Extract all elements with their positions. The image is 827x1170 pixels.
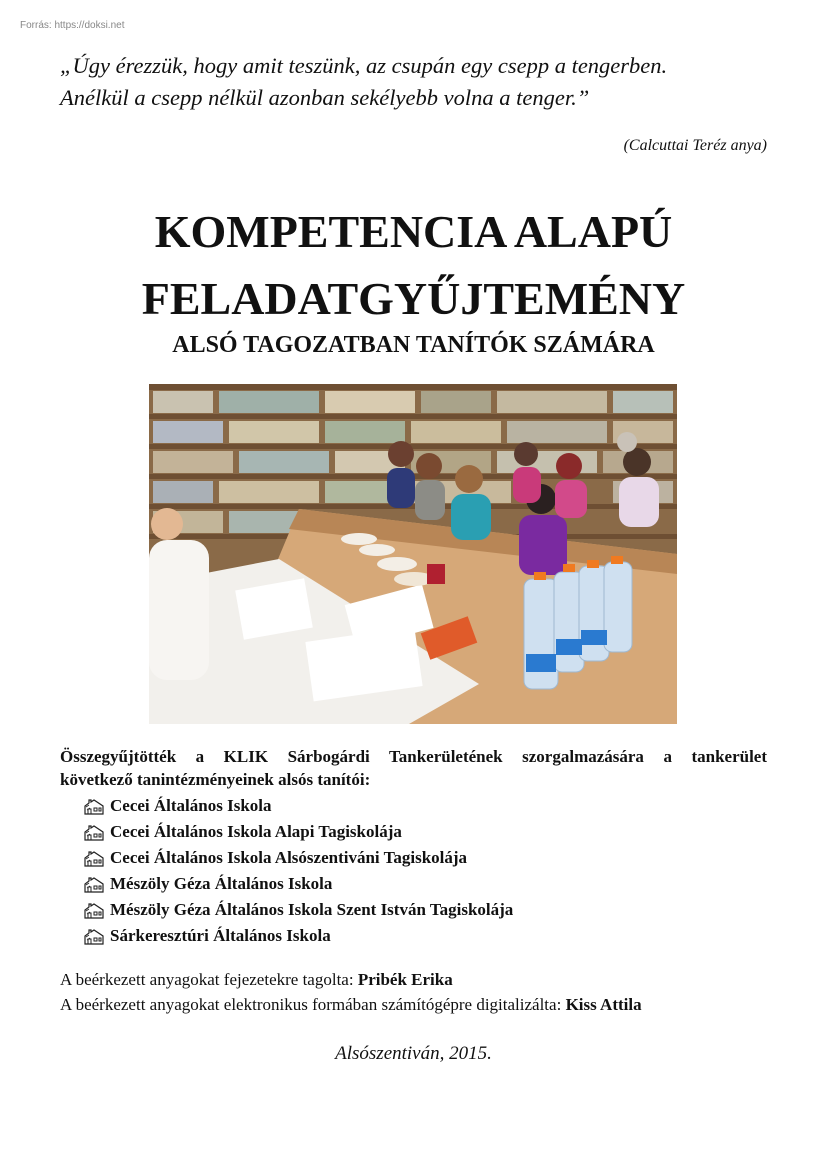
intro-line-1: Összegyűjtötték a KLIK Sárbogárdi Tankerületének szorgalmazására a tankerület [60, 747, 767, 766]
list-item [84, 819, 513, 845]
quote-line-1: „Úgy érezzük, hogy amit teszünk, az csupán egy csepp a tengerben. [60, 53, 668, 78]
school-bullet-icon [84, 849, 104, 867]
source-label: Forrás: https://doksi.net [20, 20, 125, 31]
school-bullet-icon [84, 797, 104, 815]
list-item [84, 897, 513, 923]
title-line-1: KOMPETENCIA ALAPÚ [154, 206, 673, 257]
credit-chapters [60, 970, 453, 990]
teachers-photo [149, 384, 677, 724]
school-name: Sárkeresztúri Általános Iskola [110, 926, 331, 945]
school-bullet-icon [84, 927, 104, 945]
school-list [84, 793, 513, 949]
list-item [84, 871, 513, 897]
subtitle: ALSÓ TAGOZATBAN TANÍTÓK SZÁMÁRA [172, 332, 655, 358]
list-item [84, 845, 513, 871]
school-bullet-icon [84, 875, 104, 893]
list-item [84, 793, 513, 819]
credit-digital-name: Kiss Attila [565, 995, 642, 1014]
quote-line-2: Anélkül a csepp nélkül azonban sekélyebb volna a tenger.” [60, 85, 590, 110]
school-bullet-icon [84, 823, 104, 841]
school-name: Cecei Általános Iskola Alsószentiváni Tagiskolája [110, 848, 468, 867]
credit-digital-label: A beérkezett anyagokat elektronikus formában számítógépre digitalizálta: [60, 995, 566, 1014]
title-line-2: FELADATGYŰJTEMÉNY [141, 273, 686, 324]
school-name: Cecei Általános Iskola [110, 796, 272, 815]
school-bullet-icon [84, 901, 104, 919]
credit-chapters-label: A beérkezett anyagokat fejezetekre tagolta: [60, 970, 358, 989]
quote-attribution: (Calcuttai Teréz anya) [623, 137, 767, 154]
place-date: Alsószentiván, 2015. [335, 1043, 492, 1064]
school-name: Mészöly Géza Általános Iskola Szent István Tagiskolája [110, 900, 514, 919]
credit-digital [60, 995, 642, 1015]
school-name: Cecei Általános Iskola Alapi Tagiskolája [110, 822, 402, 841]
school-name: Mészöly Géza Általános Iskola [110, 874, 333, 893]
intro-line-2: következő tanintézményeinek alsós tanítói: [60, 770, 371, 789]
credit-chapters-name: Pribék Erika [357, 970, 453, 989]
quote [60, 50, 780, 114]
intro-paragraph [60, 745, 767, 791]
list-item [84, 923, 513, 949]
